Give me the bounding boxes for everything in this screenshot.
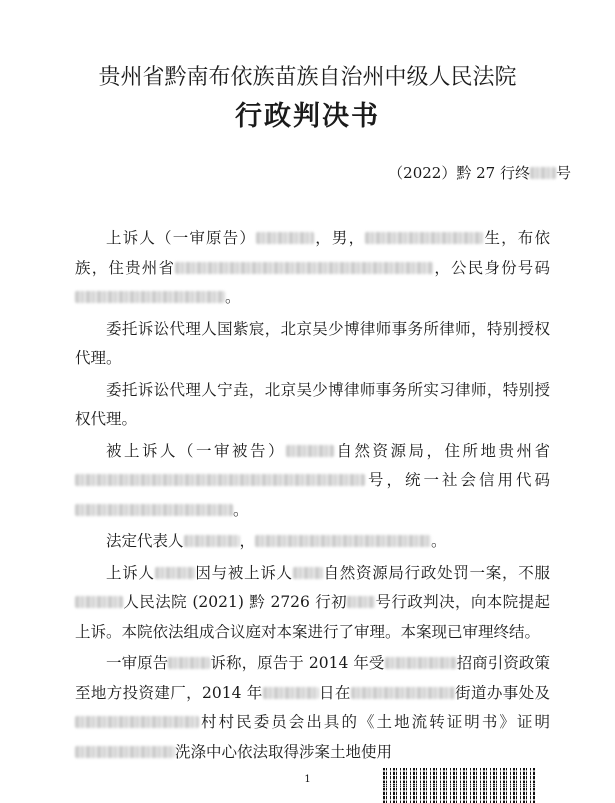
court-name: 贵州省黔南布依族苗族自治州中级人民法院 [98,65,517,90]
text-segment: 被上诉人（一审被告） [106,441,286,460]
text-segment: 人民法院 (2021) 黔 2726 行初 [123,593,348,611]
text-segment: 自然资源局，住所地贵州省 [334,441,550,460]
redacted-text [75,474,365,486]
text-segment: 号行政判决，向本院提起上诉。本院依法组成合议庭对本案进行了审理。本案现已审理终结。 [75,593,550,641]
document-body [75,224,550,769]
case-number-prefix: （2022）黔 27 行终 [388,164,530,182]
text-segment: 。 [225,288,241,306]
text-segment: 生，布依族，住贵州省 [75,229,550,277]
text-segment: 日在 [318,683,351,702]
paragraph-legal-representative [75,527,550,557]
redacted-text [293,567,323,579]
text-segment: 招商引资政策至地方投资建厂，2014 年 [75,654,550,702]
text-segment: 诉称，原告于 2014 年受 [210,654,385,672]
redacted-text [263,687,319,699]
redacted-text [75,596,123,608]
text-segment: 因与被上诉人 [194,563,293,582]
text-segment: 村村民委员会出具的《土地流转证明书》证明 [199,713,550,731]
redacted-text [155,567,195,579]
redacted-text [184,535,240,547]
text-segment: 一审原告 [106,654,169,672]
paragraph-first-instance-claim [75,649,550,767]
page-number: 1 [304,774,311,785]
text-segment: ，男， [314,229,366,247]
qr-code-icon [383,768,535,803]
paragraph-case-summary [75,559,550,648]
text-segment: ， [239,532,256,550]
redacted-text [255,535,431,547]
redacted-text [168,657,210,669]
redacted-text [75,504,233,516]
text-segment: 街道办事处及 [454,683,550,702]
paragraph-appellee [75,437,550,526]
text-segment: 自然资源局行政处罚一案，不服 [322,563,550,582]
redacted-text [286,445,334,457]
redacted-text [175,262,433,274]
redacted-text [75,291,225,303]
redacted-text [75,746,175,758]
redacted-text [347,596,375,608]
case-number [388,162,571,183]
paragraph-agent-1: 委托诉讼代理人国紫宸，北京吴少博律师事务所律师，特别授权代理。 [75,319,550,367]
redacted-text [365,232,483,244]
text-segment: 上诉人（一审原告） [106,229,257,247]
text-segment: 。 [233,500,249,519]
document-title: 行政判决书 [235,101,380,132]
text-segment: 洗涤中心依法取得涉案土地使用 [175,742,393,761]
redacted-text [75,716,199,728]
redacted-text [530,167,556,179]
text-segment: ，公民身份号码 [433,258,550,277]
paragraph-appellant [75,224,550,313]
text-segment: 。 [431,532,447,550]
paragraph-agent-2: 委托诉讼代理人宁垚，北京吴少博律师事务所实习律师，特别授权代理。 [75,380,550,428]
redacted-text [385,657,457,669]
redacted-text [256,232,314,244]
text-segment: 号，统一社会信用代码 [365,471,550,489]
case-number-suffix: 号 [555,164,571,182]
text-segment: 上诉人 [106,563,155,582]
text-segment: 法定代表人 [106,532,184,550]
redacted-text [351,687,455,699]
